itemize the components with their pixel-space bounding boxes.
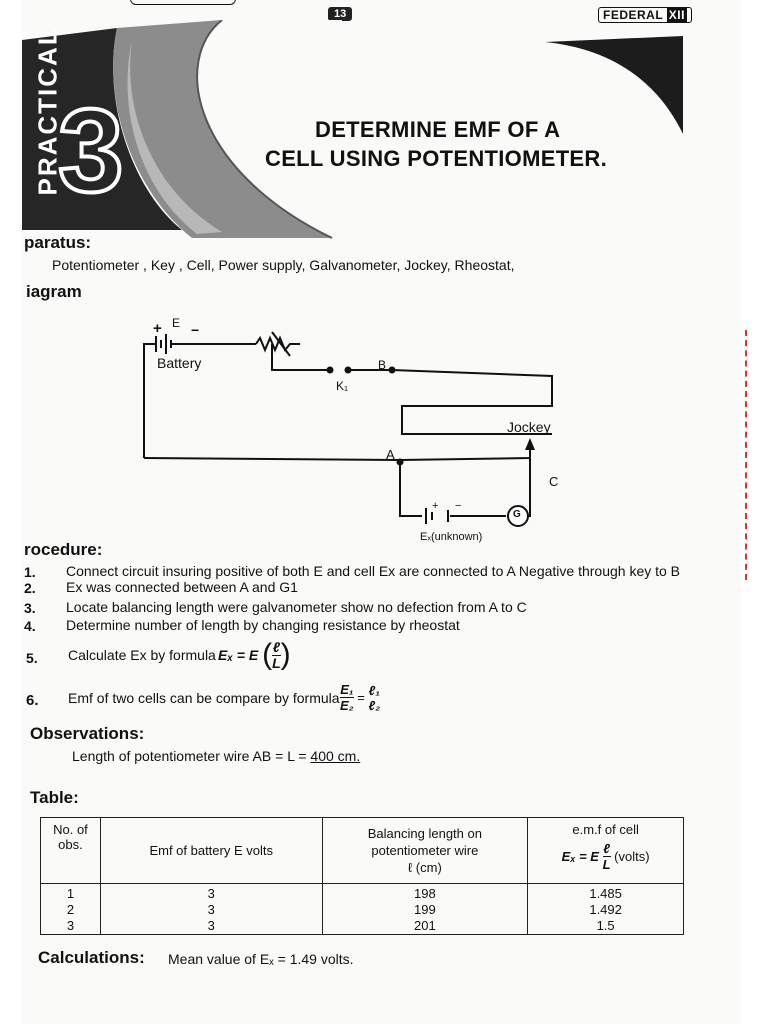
observation-label: Length of potentiometer wire AB = L = bbox=[72, 748, 311, 764]
header-cell-emf-formula bbox=[529, 841, 682, 872]
header-cell-emf-lhs: Eₓ = E bbox=[561, 849, 599, 864]
table-cell: 2 bbox=[41, 902, 101, 918]
jockey-arrow-icon bbox=[525, 438, 535, 450]
board-badge bbox=[598, 7, 692, 23]
header-cell-emf-den: L bbox=[602, 857, 611, 872]
node-c-label: C bbox=[549, 474, 559, 489]
formula-compare: $\frac{\text{E₁}}{\text{E₂}}$ = ℓ₁ ℓ₂ bbox=[340, 682, 381, 713]
calculations-text: Mean value of Eₓ = 1.49 volts. bbox=[168, 951, 354, 967]
table-heading: Table: bbox=[30, 788, 79, 807]
header-cell-emf-num: ℓ bbox=[603, 841, 610, 856]
page-edge bbox=[0, 0, 22, 1024]
header-balancing-length bbox=[322, 818, 528, 884]
diagram-heading: iagram bbox=[26, 282, 82, 301]
table-row bbox=[41, 902, 684, 918]
jockey-label: Jockey bbox=[507, 419, 551, 435]
table-cell: 3 bbox=[100, 918, 322, 935]
table-cell: 1.5 bbox=[528, 918, 684, 935]
step-5-text: Calculate Ex by formula bbox=[68, 647, 216, 663]
procedure-heading: rocedure: bbox=[24, 540, 103, 559]
margin-mark bbox=[745, 330, 749, 580]
key-label: K₁ bbox=[336, 379, 349, 393]
practical-number: 3 bbox=[58, 85, 124, 217]
running-header-box bbox=[130, 0, 236, 5]
grade-label: XII bbox=[668, 8, 685, 22]
step-2-text: Ex was connected between A and G1 bbox=[66, 579, 298, 595]
step-5-number: 5. bbox=[26, 650, 38, 666]
table-cell: 1 bbox=[41, 884, 101, 903]
unknown-cell-label: Eₓ(unknown) bbox=[420, 531, 483, 543]
calculations-heading: Calculations: bbox=[38, 948, 145, 967]
table-cell: 1.485 bbox=[528, 884, 684, 903]
header-balancing-length-1: Balancing length on bbox=[367, 826, 482, 841]
step-6-text: Emf of two cells can be compare by formula bbox=[68, 690, 340, 706]
formula-l1: ℓ₁ bbox=[368, 682, 380, 698]
battery-minus: − bbox=[191, 322, 200, 338]
header-obs-no: No. of obs. bbox=[41, 818, 101, 884]
ex-plus: + bbox=[432, 500, 439, 512]
step-2-number: 2. bbox=[24, 580, 36, 596]
formula-ex-numerator: ℓ bbox=[272, 638, 280, 655]
node-a-label: A bbox=[386, 447, 395, 462]
step-4-text: Determine number of length by changing resistance by rheostat bbox=[66, 617, 460, 633]
observations-heading: Observations: bbox=[30, 724, 145, 743]
ex-minus: − bbox=[455, 500, 462, 512]
title-line-1: DETERMINE EMF OF A bbox=[315, 117, 561, 142]
header-balancing-length-3: ℓ (cm) bbox=[407, 860, 442, 875]
header-cell-emf bbox=[528, 818, 684, 884]
step-4-number: 4. bbox=[24, 618, 36, 634]
table-cell: 201 bbox=[322, 918, 528, 935]
table-cell: 3 bbox=[100, 902, 322, 918]
table-cell: 3 bbox=[100, 884, 322, 903]
step-1-number: 1. bbox=[24, 564, 36, 580]
apparatus-heading: paratus: bbox=[24, 233, 92, 252]
step-1-text: Connect circuit insuring positive of both E and cell Ex are connected to A Negative through key to B bbox=[66, 563, 681, 579]
observation-text bbox=[72, 748, 360, 764]
step-3-number: 3. bbox=[24, 600, 36, 616]
table-cell: 1.492 bbox=[528, 902, 684, 918]
formula-e1: E₁ bbox=[340, 682, 354, 697]
formula-e2: E₂ bbox=[340, 698, 354, 713]
circuit-diagram bbox=[130, 310, 570, 550]
table-cell: 198 bbox=[322, 884, 528, 903]
battery-label: Battery bbox=[157, 355, 202, 371]
header-cell-emf-unit: (volts) bbox=[614, 849, 650, 864]
header-balancing-length-2: potentiometer wire bbox=[371, 843, 479, 858]
title-line-2: CELL USING POTENTIOMETER. bbox=[265, 146, 608, 171]
battery-e-label: E bbox=[172, 316, 181, 330]
node-b-label: B bbox=[378, 358, 387, 372]
formula-l2: ℓ₂ bbox=[368, 697, 381, 713]
galvanometer-label: G bbox=[513, 509, 521, 520]
formula-ex-denominator: L bbox=[272, 654, 281, 671]
corner-triangle bbox=[545, 36, 685, 136]
page-number: 13 bbox=[328, 7, 352, 21]
table-cell: 3 bbox=[41, 918, 101, 935]
formula-ex: Eₓ = E ( $\frac{\text{ℓ}}{L}$ ) bbox=[218, 638, 291, 671]
board-name: FEDERAL bbox=[603, 8, 663, 22]
observation-table bbox=[40, 817, 684, 935]
table-header-row bbox=[41, 818, 684, 884]
practical-label: PRACTICAL bbox=[32, 27, 63, 196]
step-6-number: 6. bbox=[26, 692, 39, 709]
apparatus-list: Potentiometer , Key , Cell, Power supply, Galvanometer, Jockey, Rheostat, bbox=[52, 257, 515, 273]
table-row bbox=[41, 884, 684, 903]
header-battery-emf: Emf of battery E volts bbox=[100, 818, 322, 884]
battery-plus: + bbox=[153, 320, 162, 337]
step-3-text: Locate balancing length were galvanometer show no defection from A to C bbox=[66, 599, 527, 615]
wire-length-value: 400 cm. bbox=[310, 748, 361, 764]
header-cell-emf-label: e.m.f of cell bbox=[572, 822, 639, 837]
table-row bbox=[41, 918, 684, 935]
wire-left bbox=[144, 344, 156, 458]
table-cell: 199 bbox=[322, 902, 528, 918]
formula-ex-lhs: Eₓ = E bbox=[218, 647, 259, 663]
